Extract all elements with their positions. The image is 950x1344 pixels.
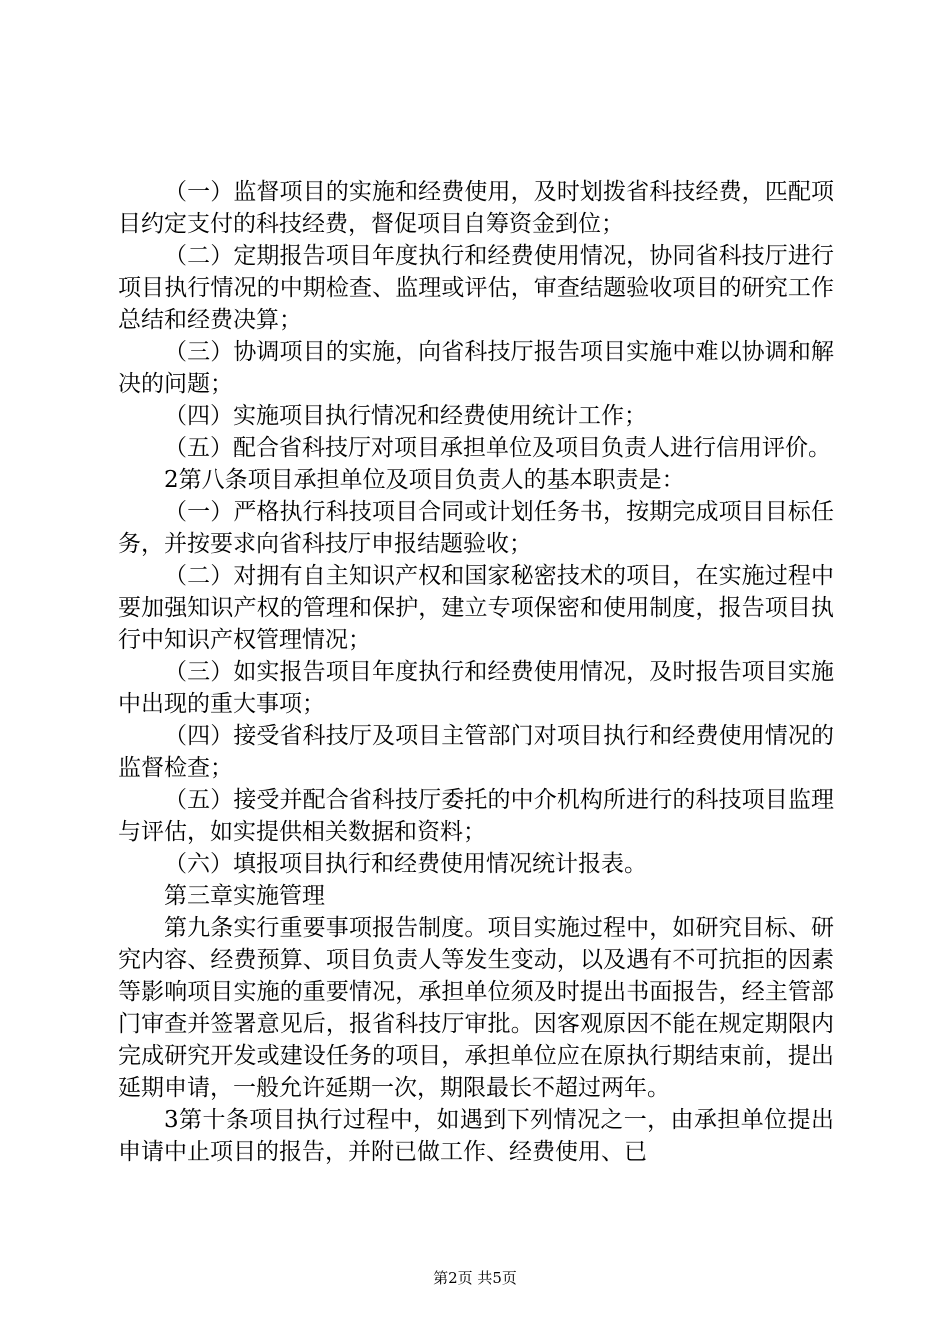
paragraph-4: （四）实施项目执行情况和经费使用统计工作； [164, 403, 647, 429]
article-9-paragraph: 第九条实行重要事项报告制度。项目实施过程中，如研究目标、研究内容、经费预算、项目负责人等发生变动，以及遇有不可抗拒的因素等影响项目实施的重要情况，承担单位须及时提出书面报告，经主管部门审查并签署意见后，报省科技厅审批。因客观原因不能在规定期限内完成研究开发或建设任务的项目，承担单位应在原执行期结束前，提出延期申请，一般允许延期一次，期限最长不超过两年。 [118, 915, 834, 1101]
paragraph-1: （一）监督项目的实施和经费使用，及时划拨省科技经费，匹配项目约定支付的科技经费，督促项目自筹资金到位； [118, 179, 834, 237]
paragraph-5: （五）配合省科技厅对项目承担单位及项目负责人进行信用评价。 [164, 435, 831, 461]
paragraph-11: （五）接受并配合省科技厅委托的中介机构所进行的科技项目监理与评估，如实提供相关数据和资料； [118, 787, 834, 845]
article-10-paragraph: 3第十条项目执行过程中，如遇到下列情况之一，由承担单位提出申请中止项目的报告，并附已做工作、经费使用、已 [118, 1107, 834, 1165]
paragraph-9: （三）如实报告项目年度执行和经费使用情况，及时报告项目实施中出现的重大事项； [118, 659, 834, 717]
paragraph-2: （二）定期报告项目年度执行和经费使用情况，协同省科技厅进行项目执行情况的中期检查、监理或评估，审查结题验收项目的研究工作总结和经费决算； [118, 243, 834, 333]
page-number-footer: 第2页 共5页 [433, 1269, 517, 1287]
paragraph-3: （三）协调项目的实施，向省科技厅报告项目实施中难以协调和解决的问题； [118, 339, 834, 397]
paragraph-8: （二）对拥有自主知识产权和国家秘密技术的项目，在实施过程中要加强知识产权的管理和保护，建立专项保密和使用制度，报告项目执行中知识产权管理情况； [118, 563, 834, 653]
article-8-heading: 2第八条项目承担单位及项目负责人的基本职责是： [164, 467, 685, 493]
paragraph-12: （六）填报项目执行和经费使用情况统计报表。 [164, 851, 647, 877]
document-body [118, 176, 834, 1168]
paragraph-10: （四）接受省科技厅及项目主管部门对项目执行和经费使用情况的监督检查； [118, 723, 834, 781]
chapter-3-heading: 第三章实施管理 [164, 883, 325, 909]
paragraph-7: （一）严格执行科技项目合同或计划任务书，按期完成项目目标任务，并按要求向省科技厅申报结题验收； [118, 499, 834, 557]
